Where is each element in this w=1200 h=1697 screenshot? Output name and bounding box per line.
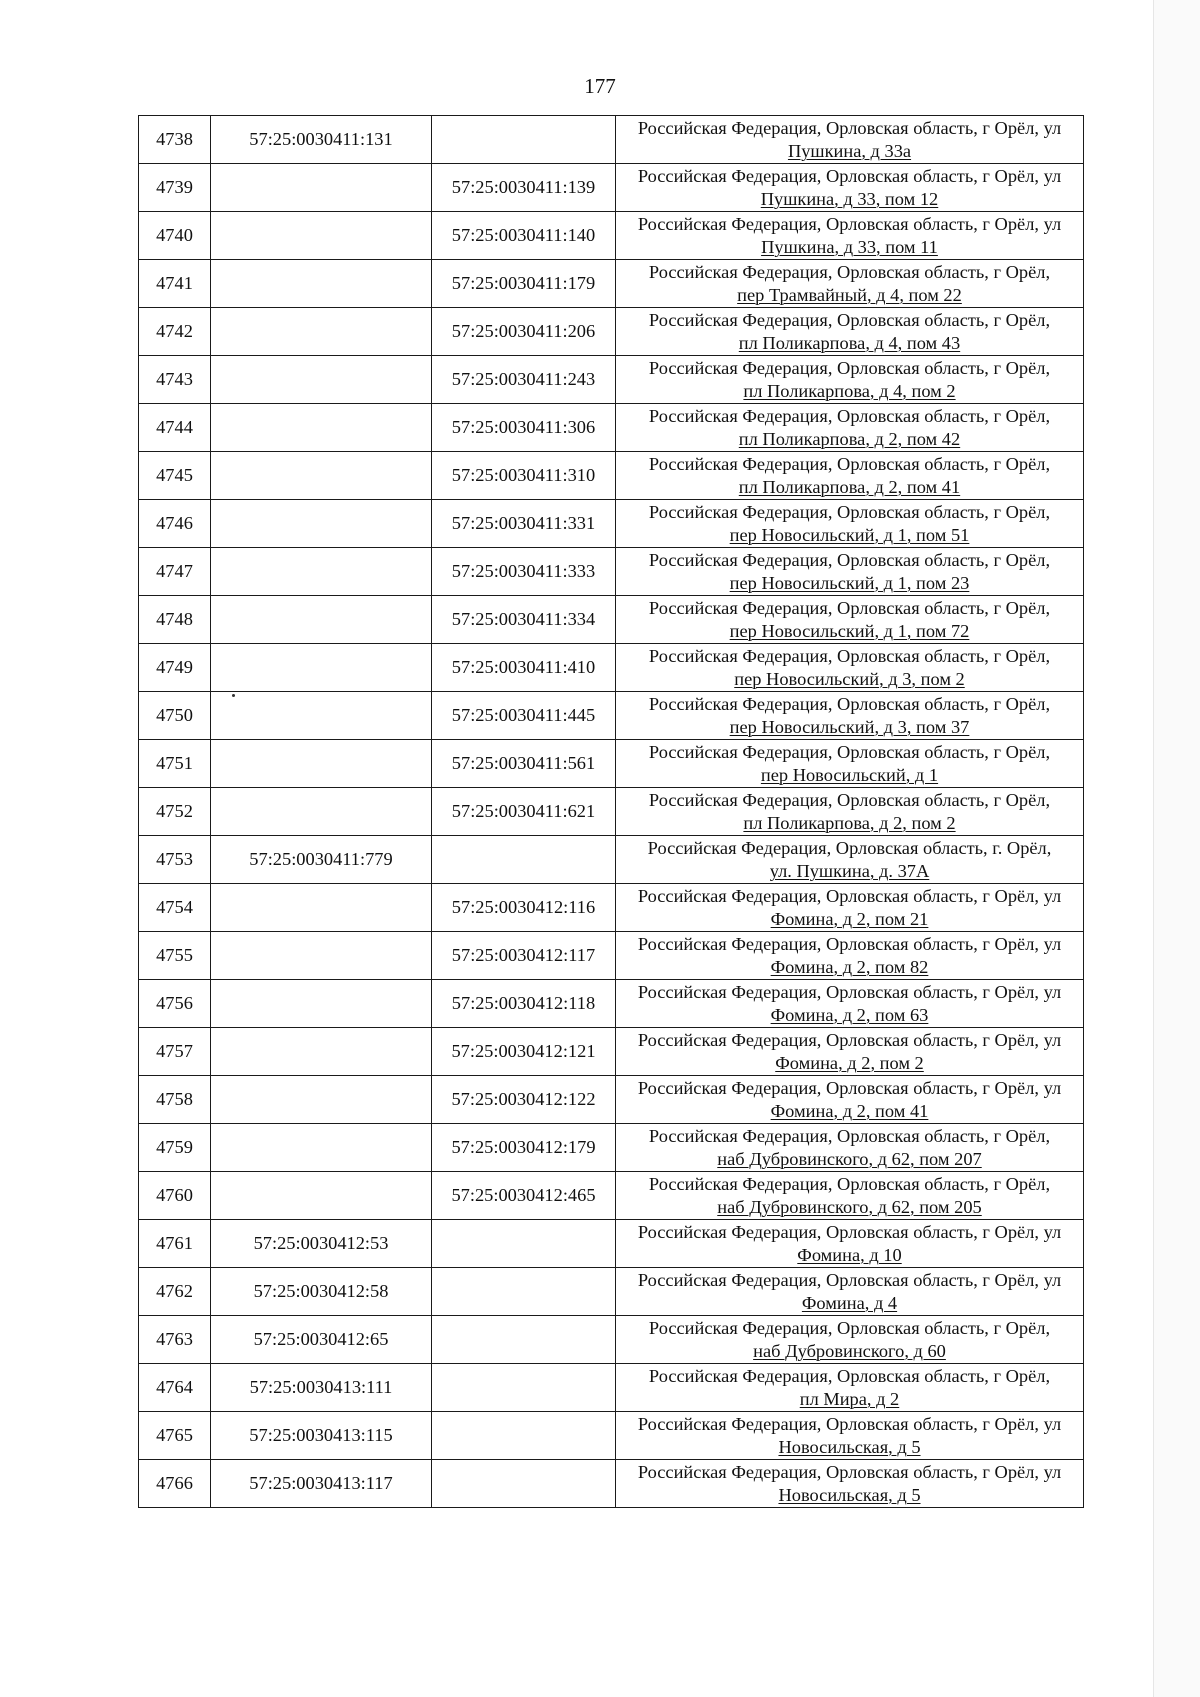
address-line-1: Российская Федерация, Орловская область, г Орёл, xyxy=(648,1365,1051,1386)
object-cadastral-number-cell: 57:25:0030411:621 xyxy=(432,788,616,836)
table-row xyxy=(139,740,1084,788)
address-line-2: пл Поликарпова, д 4, пом 2 xyxy=(743,380,956,401)
land-cadastral-number-cell xyxy=(211,260,432,308)
address-line-2: Новосильская, д 5 xyxy=(778,1484,921,1505)
row-number-cell: 4757 xyxy=(139,1028,211,1076)
address-cell xyxy=(616,644,1084,692)
table-row xyxy=(139,932,1084,980)
address-line-2: Фомина, д 2, пом 63 xyxy=(770,1004,929,1025)
address-line-2: пер Новосильский, д 1, пом 23 xyxy=(729,572,970,593)
row-number-cell: 4745 xyxy=(139,452,211,500)
address-line-1: Российская Федерация, Орловская область, г Орёл, ул xyxy=(637,981,1062,1002)
table-row xyxy=(139,548,1084,596)
table-row xyxy=(139,1460,1084,1508)
object-cadastral-number-cell xyxy=(432,1316,616,1364)
address-line-1: Российская Федерация, Орловская область, г Орёл, ул xyxy=(637,1461,1062,1482)
object-cadastral-number-cell xyxy=(432,836,616,884)
object-cadastral-number-cell: 57:25:0030412:179 xyxy=(432,1124,616,1172)
address-line-2: пер Новосильский, д 1 xyxy=(760,764,939,785)
address-cell xyxy=(616,212,1084,260)
object-cadastral-number-cell: 57:25:0030412:118 xyxy=(432,980,616,1028)
address-line-2: Новосильская, д 5 xyxy=(778,1436,921,1457)
address-cell xyxy=(616,548,1084,596)
address-line-1: Российская Федерация, Орловская область, г Орёл, ул xyxy=(637,885,1062,906)
object-cadastral-number-cell: 57:25:0030411:139 xyxy=(432,164,616,212)
address-cell xyxy=(616,1124,1084,1172)
address-line-2: пл Поликарпова, д 2, пом 2 xyxy=(743,812,956,833)
land-cadastral-number-cell: 57:25:0030412:65 xyxy=(211,1316,432,1364)
land-cadastral-number-cell xyxy=(211,740,432,788)
object-cadastral-number-cell: 57:25:0030411:561 xyxy=(432,740,616,788)
object-cadastral-number-cell: 57:25:0030412:465 xyxy=(432,1172,616,1220)
address-cell xyxy=(616,836,1084,884)
table-row xyxy=(139,260,1084,308)
address-cell xyxy=(616,1220,1084,1268)
address-cell xyxy=(616,1172,1084,1220)
row-number-cell: 4739 xyxy=(139,164,211,212)
address-line-1: Российская Федерация, Орловская область, г Орёл, ул xyxy=(637,117,1062,138)
address-cell xyxy=(616,884,1084,932)
address-line-2: пер Новосильский, д 1, пом 51 xyxy=(729,524,970,545)
table-row xyxy=(139,1364,1084,1412)
address-cell xyxy=(616,1364,1084,1412)
address-cell xyxy=(616,596,1084,644)
object-cadastral-number-cell: 57:25:0030411:333 xyxy=(432,548,616,596)
address-line-1: Российская Федерация, Орловская область, г Орёл, ул xyxy=(637,933,1062,954)
object-cadastral-number-cell xyxy=(432,116,616,164)
object-cadastral-number-cell: 57:25:0030411:179 xyxy=(432,260,616,308)
table-row xyxy=(139,1028,1084,1076)
table-row xyxy=(139,788,1084,836)
object-cadastral-number-cell: 57:25:0030411:331 xyxy=(432,500,616,548)
address-cell xyxy=(616,404,1084,452)
object-cadastral-number-cell: 57:25:0030411:243 xyxy=(432,356,616,404)
address-cell xyxy=(616,500,1084,548)
address-line-2: Фомина, д 2, пом 21 xyxy=(770,908,929,929)
address-line-2: пер Новосильский, д 1, пом 72 xyxy=(729,620,970,641)
row-number-cell: 4755 xyxy=(139,932,211,980)
address-line-2: Пушкина, д 33а xyxy=(787,140,912,161)
row-number-cell: 4766 xyxy=(139,1460,211,1508)
row-number-cell: 4747 xyxy=(139,548,211,596)
table-body xyxy=(139,116,1084,1508)
land-cadastral-number-cell: 57:25:0030411:131 xyxy=(211,116,432,164)
land-cadastral-number-cell: 57:25:0030413:115 xyxy=(211,1412,432,1460)
address-line-2: Фомина, д 2, пом 82 xyxy=(770,956,929,977)
land-cadastral-number-cell: 57:25:0030413:117 xyxy=(211,1460,432,1508)
row-number-cell: 4759 xyxy=(139,1124,211,1172)
row-number-cell: 4765 xyxy=(139,1412,211,1460)
address-line-2: Пушкина, д 33, пом 11 xyxy=(761,236,938,257)
object-cadastral-number-cell: 57:25:0030412:117 xyxy=(432,932,616,980)
land-cadastral-number-cell: 57:25:0030412:53 xyxy=(211,1220,432,1268)
row-number-cell: 4762 xyxy=(139,1268,211,1316)
address-line-2: Фомина, д 2, пом 41 xyxy=(770,1100,929,1121)
address-line-2: пл Поликарпова, д 4, пом 43 xyxy=(738,332,961,353)
address-cell xyxy=(616,1076,1084,1124)
object-cadastral-number-cell: 57:25:0030412:122 xyxy=(432,1076,616,1124)
land-cadastral-number-cell xyxy=(211,212,432,260)
address-line-2: пл Поликарпова, д 2, пом 41 xyxy=(738,476,961,497)
object-cadastral-number-cell: 57:25:0030412:121 xyxy=(432,1028,616,1076)
land-cadastral-number-cell xyxy=(211,356,432,404)
land-cadastral-number-cell: 57:25:0030413:111 xyxy=(211,1364,432,1412)
table-row xyxy=(139,164,1084,212)
row-number-cell: 4752 xyxy=(139,788,211,836)
address-cell xyxy=(616,740,1084,788)
row-number-cell: 4754 xyxy=(139,884,211,932)
address-line-2: ул. Пушкина, д. 37А xyxy=(769,860,930,881)
object-cadastral-number-cell xyxy=(432,1364,616,1412)
table-row xyxy=(139,1124,1084,1172)
table-row xyxy=(139,980,1084,1028)
address-cell xyxy=(616,1316,1084,1364)
table-row xyxy=(139,1316,1084,1364)
address-cell xyxy=(616,980,1084,1028)
object-cadastral-number-cell: 57:25:0030411:334 xyxy=(432,596,616,644)
land-cadastral-number-cell xyxy=(211,500,432,548)
address-cell xyxy=(616,452,1084,500)
address-cell xyxy=(616,356,1084,404)
address-line-1: Российская Федерация, Орловская область, г Орёл, xyxy=(648,357,1051,378)
land-cadastral-number-cell xyxy=(211,692,432,740)
address-line-1: Российская Федерация, Орловская область, г Орёл, xyxy=(648,549,1051,570)
address-cell xyxy=(616,788,1084,836)
address-line-1: Российская Федерация, Орловская область, г Орёл, xyxy=(648,453,1051,474)
row-number-cell: 4741 xyxy=(139,260,211,308)
object-cadastral-number-cell: 57:25:0030411:306 xyxy=(432,404,616,452)
address-line-2: Фомина, д 2, пом 2 xyxy=(775,1052,924,1073)
address-line-1: Российская Федерация, Орловская область, г Орёл, ул xyxy=(637,1413,1062,1434)
row-number-cell: 4753 xyxy=(139,836,211,884)
table-row xyxy=(139,644,1084,692)
address-line-1: Российская Федерация, Орловская область, г Орёл, ул xyxy=(637,1029,1062,1050)
address-cell xyxy=(616,116,1084,164)
object-cadastral-number-cell xyxy=(432,1268,616,1316)
land-cadastral-number-cell: 57:25:0030412:58 xyxy=(211,1268,432,1316)
registry-table xyxy=(138,115,1084,1508)
table-row xyxy=(139,884,1084,932)
address-line-2: пер Новосильский, д 3, пом 37 xyxy=(729,716,970,737)
land-cadastral-number-cell xyxy=(211,1076,432,1124)
land-cadastral-number-cell xyxy=(211,308,432,356)
address-line-1: Российская Федерация, Орловская область, г Орёл, xyxy=(648,645,1051,666)
row-number-cell: 4750 xyxy=(139,692,211,740)
table-row xyxy=(139,1268,1084,1316)
row-number-cell: 4742 xyxy=(139,308,211,356)
address-line-2: пер Новосильский, д 3, пом 2 xyxy=(734,668,965,689)
land-cadastral-number-cell xyxy=(211,884,432,932)
address-line-1: Российская Федерация, Орловская область, г Орёл, xyxy=(648,789,1051,810)
table-row xyxy=(139,500,1084,548)
address-line-1: Российская Федерация, Орловская область, г Орёл, xyxy=(648,1173,1051,1194)
land-cadastral-number-cell xyxy=(211,980,432,1028)
land-cadastral-number-cell xyxy=(211,1028,432,1076)
address-line-2: пл Мира, д 2 xyxy=(799,1388,900,1409)
table-row xyxy=(139,1412,1084,1460)
address-line-1: Российская Федерация, Орловская область, г Орёл, ул xyxy=(637,1269,1062,1290)
row-number-cell: 4743 xyxy=(139,356,211,404)
land-cadastral-number-cell xyxy=(211,1124,432,1172)
land-cadastral-number-cell xyxy=(211,644,432,692)
table-row xyxy=(139,836,1084,884)
table-row xyxy=(139,212,1084,260)
address-line-1: Российская Федерация, Орловская область, г Орёл, xyxy=(648,309,1051,330)
land-cadastral-number-cell xyxy=(211,1172,432,1220)
land-cadastral-number-cell xyxy=(211,596,432,644)
address-line-2: пл Поликарпова, д 2, пом 42 xyxy=(738,428,961,449)
address-line-1: Российская Федерация, Орловская область, г Орёл, ул xyxy=(637,1221,1062,1242)
address-line-1: Российская Федерация, Орловская область, г Орёл, ул xyxy=(637,165,1062,186)
address-cell xyxy=(616,260,1084,308)
row-number-cell: 4764 xyxy=(139,1364,211,1412)
address-line-1: Российская Федерация, Орловская область, г Орёл, xyxy=(648,1125,1051,1146)
row-number-cell: 4749 xyxy=(139,644,211,692)
address-cell xyxy=(616,1028,1084,1076)
address-cell xyxy=(616,932,1084,980)
table-row xyxy=(139,1220,1084,1268)
address-line-1: Российская Федерация, Орловская область, г Орёл, xyxy=(648,405,1051,426)
row-number-cell: 4740 xyxy=(139,212,211,260)
row-number-cell: 4748 xyxy=(139,596,211,644)
table-row xyxy=(139,1172,1084,1220)
address-line-1: Российская Федерация, Орловская область, г Орёл, ул xyxy=(637,1077,1062,1098)
object-cadastral-number-cell: 57:25:0030412:116 xyxy=(432,884,616,932)
table-row xyxy=(139,356,1084,404)
land-cadastral-number-cell xyxy=(211,404,432,452)
table-row xyxy=(139,692,1084,740)
row-number-cell: 4758 xyxy=(139,1076,211,1124)
land-cadastral-number-cell xyxy=(211,788,432,836)
address-line-2: пер Трамвайный, д 4, пом 22 xyxy=(737,284,962,305)
address-cell xyxy=(616,1268,1084,1316)
land-cadastral-number-cell xyxy=(211,548,432,596)
address-line-2: Фомина, д 10 xyxy=(797,1244,902,1265)
page-number: 177 xyxy=(584,74,616,98)
object-cadastral-number-cell: 57:25:0030411:410 xyxy=(432,644,616,692)
page-edge-shadow xyxy=(1153,0,1200,1697)
address-line-2: Фомина, д 4 xyxy=(801,1292,898,1313)
table-row xyxy=(139,404,1084,452)
land-cadastral-number-cell xyxy=(211,452,432,500)
row-number-cell: 4763 xyxy=(139,1316,211,1364)
address-line-1: Российская Федерация, Орловская область, г. Орёл, xyxy=(647,837,1052,858)
table-row xyxy=(139,1076,1084,1124)
object-cadastral-number-cell: 57:25:0030411:206 xyxy=(432,308,616,356)
table-row xyxy=(139,596,1084,644)
address-cell xyxy=(616,164,1084,212)
address-line-2: Пушкина, д 33, пом 12 xyxy=(760,188,939,209)
land-cadastral-number-cell: 57:25:0030411:779 xyxy=(211,836,432,884)
object-cadastral-number-cell xyxy=(432,1460,616,1508)
row-number-cell: 4746 xyxy=(139,500,211,548)
table-row xyxy=(139,116,1084,164)
land-cadastral-number-cell xyxy=(211,164,432,212)
object-cadastral-number-cell: 57:25:0030411:445 xyxy=(432,692,616,740)
row-number-cell: 4756 xyxy=(139,980,211,1028)
address-line-1: Российская Федерация, Орловская область, г Орёл, xyxy=(648,741,1051,762)
object-cadastral-number-cell xyxy=(432,1412,616,1460)
table-row xyxy=(139,452,1084,500)
address-line-1: Российская Федерация, Орловская область, г Орёл, ул xyxy=(637,213,1062,234)
table-row xyxy=(139,308,1084,356)
address-cell xyxy=(616,1460,1084,1508)
address-line-2: наб Дубровинского, д 60 xyxy=(753,1340,946,1361)
address-cell xyxy=(616,692,1084,740)
object-cadastral-number-cell xyxy=(432,1220,616,1268)
address-line-1: Российская Федерация, Орловская область, г Орёл, xyxy=(648,693,1051,714)
row-number-cell: 4738 xyxy=(139,116,211,164)
object-cadastral-number-cell: 57:25:0030411:140 xyxy=(432,212,616,260)
address-line-1: Российская Федерация, Орловская область, г Орёл, xyxy=(648,501,1051,522)
address-line-1: Российская Федерация, Орловская область, г Орёл, xyxy=(648,1317,1051,1338)
row-number-cell: 4761 xyxy=(139,1220,211,1268)
row-number-cell: 4744 xyxy=(139,404,211,452)
address-line-1: Российская Федерация, Орловская область, г Орёл, xyxy=(648,597,1051,618)
address-line-2: наб Дубровинского, д 62, пом 207 xyxy=(717,1148,982,1169)
row-number-cell: 4760 xyxy=(139,1172,211,1220)
address-cell xyxy=(616,308,1084,356)
land-cadastral-number-cell xyxy=(211,932,432,980)
address-line-2: наб Дубровинского, д 62, пом 205 xyxy=(717,1196,982,1217)
address-cell xyxy=(616,1412,1084,1460)
address-line-1: Российская Федерация, Орловская область, г Орёл, xyxy=(648,261,1051,282)
object-cadastral-number-cell: 57:25:0030411:310 xyxy=(432,452,616,500)
row-number-cell: 4751 xyxy=(139,740,211,788)
